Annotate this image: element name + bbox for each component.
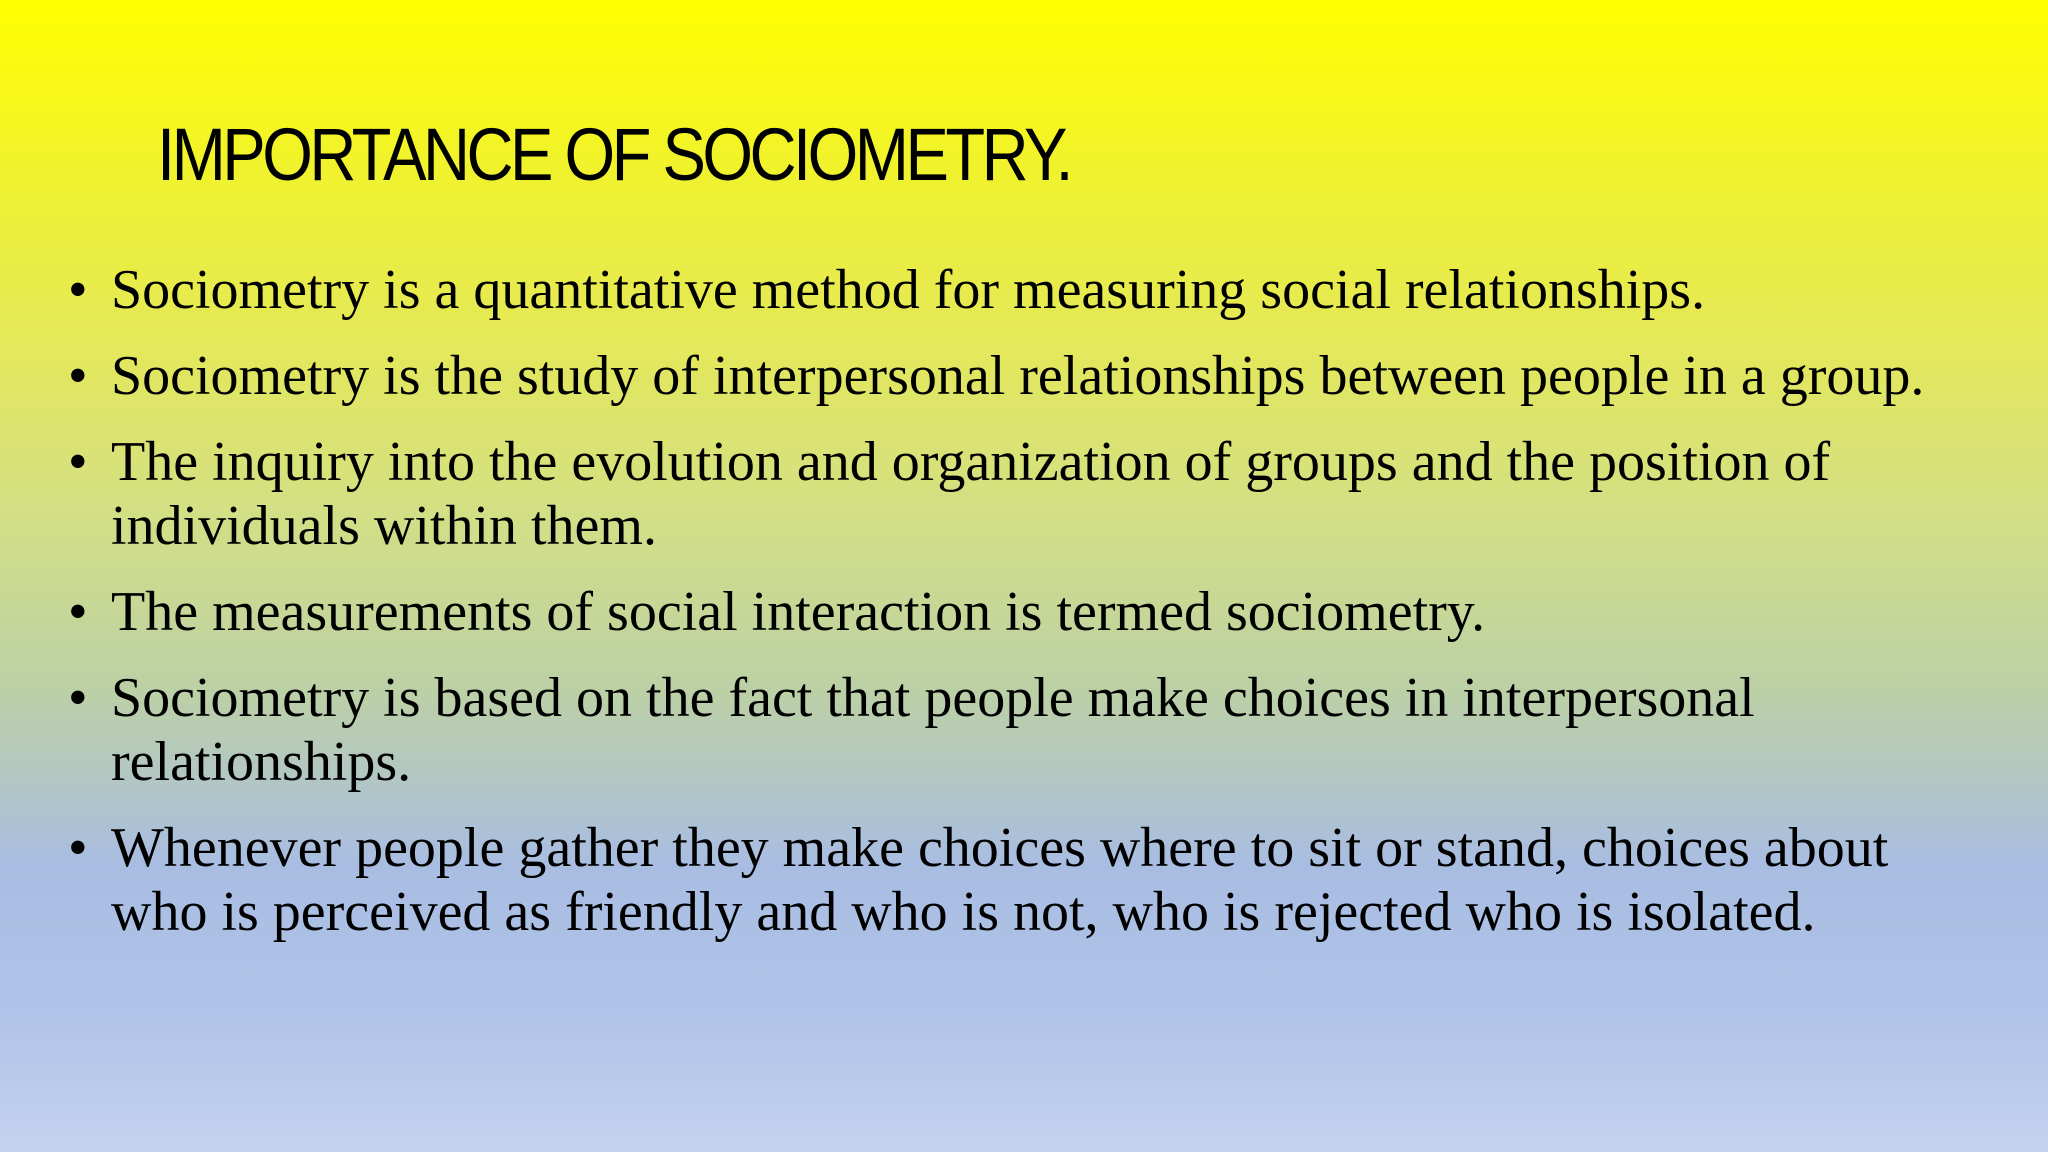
bullet-item: • Sociometry is the study of interpersonal relationships between people in a group. [68,344,1998,408]
bullet-item: • The measurements of social interaction is termed sociometry. [68,580,1998,644]
slide-title: IMPORTANCE OF SOCIOMETRY. [157,113,1071,196]
bullet-item: • The inquiry into the evolution and organization of groups and the position of individuals within them. [68,430,1998,558]
bullet-list [68,258,1998,966]
bullet-item: • Sociometry is a quantitative method for measuring social relationships. [68,258,1998,322]
bullet-item: • Whenever people gather they make choices where to sit or stand, choices about who is perceived as friendly and who is not, who is rejected who is isolated. [68,816,1998,944]
bullet-item: • Sociometry is based on the fact that people make choices in interpersonal relationships. [68,666,1998,794]
